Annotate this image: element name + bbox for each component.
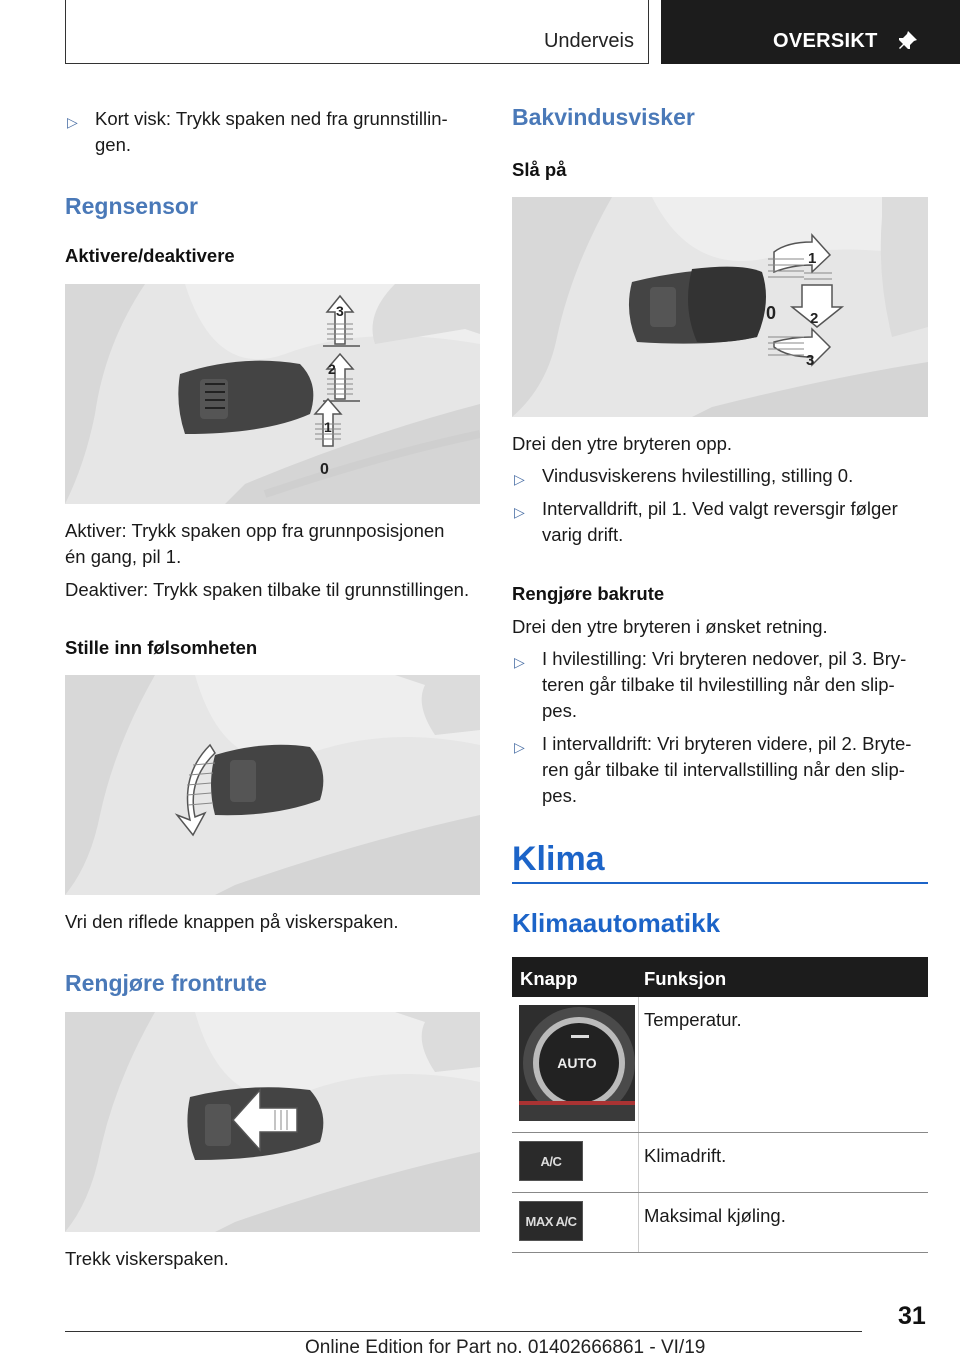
footer-edition: Online Edition for Part no. 01402666861 - VI/19 xyxy=(305,1337,706,1358)
pin-icon xyxy=(897,30,919,52)
fig1-label-2: 2 xyxy=(328,361,336,377)
section-tab[interactable] xyxy=(65,0,649,64)
bullet-line: I hvilestilling: Vri bryteren nedover, pil 3. Bry- xyxy=(542,648,907,669)
fig1-label-3: 3 xyxy=(336,303,344,319)
intro-bullet-line: gen. xyxy=(95,134,132,155)
figure-clean-windshield xyxy=(65,1012,480,1232)
ac-button-label: A/C xyxy=(540,1154,562,1169)
bullet-triangle-icon: ▷ xyxy=(514,739,525,755)
table-cell-separator xyxy=(638,1133,639,1192)
auto-button-image xyxy=(519,1005,635,1121)
rear-clean-text: Drei den ytre bryteren i ønsket retning. xyxy=(512,616,828,637)
table-col-button: Knapp xyxy=(520,968,578,989)
table-header xyxy=(512,957,928,997)
auto-climate-heading: Klimaautomatikk xyxy=(512,908,721,938)
bullet-triangle-icon: ▷ xyxy=(514,504,525,520)
fig4-label-2: 2 xyxy=(810,310,819,327)
bullet-line: Vindusviskerens hvilestilling, stilling 0. xyxy=(542,465,854,486)
rear-clean-bullet xyxy=(512,731,928,809)
rear-wiper-subheading: Slå på xyxy=(512,159,567,180)
bullet-line: ren går tilbake til intervallstilling når den slip- xyxy=(542,759,905,780)
fig1-label-1: 1 xyxy=(324,419,332,435)
bullet-line: pes. xyxy=(542,785,577,806)
activate-line: én gang, pil 1. xyxy=(65,546,182,567)
rear-clean-heading: Rengjøre bakrute xyxy=(512,583,665,604)
climate-heading: Klima xyxy=(512,840,605,878)
climate-heading-rule xyxy=(512,882,928,884)
bullet-line: Intervalldrift, pil 1. Ved valgt reversgir følger xyxy=(542,498,898,519)
figure-rear-wiper xyxy=(512,197,928,417)
climate-buttons-table xyxy=(512,957,928,1253)
fig4-label-3: 3 xyxy=(806,352,815,369)
table-row xyxy=(512,997,928,1133)
deactivate-text: Deaktiver: Trykk spaken tilbake til grunnstillingen. xyxy=(65,579,470,600)
bullet-triangle-icon: ▷ xyxy=(514,654,525,670)
sensitivity-text: Vri den riflede knappen på viskerspaken. xyxy=(65,911,399,932)
function-temperature: Temperatur. xyxy=(644,1009,742,1030)
max-ac-button-image xyxy=(519,1201,583,1241)
figure-sensitivity xyxy=(65,675,480,895)
fig4-label-1: 1 xyxy=(808,250,817,267)
rain-sensor-subheading: Aktivere/deaktivere xyxy=(65,245,235,266)
rear-wiper-bullet xyxy=(512,496,928,548)
intro-bullet xyxy=(65,106,480,158)
bullet-line: varig drift. xyxy=(542,524,624,545)
table-col-function: Funksjon xyxy=(644,968,727,989)
activate-line: Aktiver: Trykk spaken opp fra grunnposisjonen xyxy=(65,520,445,541)
chapter-tab[interactable] xyxy=(661,0,960,64)
function-climate: Klimadrift. xyxy=(644,1145,727,1166)
bullet-triangle-icon: ▷ xyxy=(514,471,525,487)
bullet-line: teren går tilbake til hvilestilling når den slip- xyxy=(542,674,895,695)
section-tab-label: Underveis xyxy=(543,30,634,52)
table-cell-separator xyxy=(638,1193,639,1252)
figure-rain-sensor xyxy=(65,284,480,504)
rear-wiper-heading: Bakvindusvisker xyxy=(512,104,695,130)
bullet-line: I intervalldrift: Vri bryteren videre, pil 2. Bryte- xyxy=(542,733,912,754)
table-row xyxy=(512,1193,928,1253)
fig1-label-0: 0 xyxy=(320,461,329,478)
clean-windshield-text: Trekk viskerspaken. xyxy=(65,1248,229,1269)
rear-clean-bullet xyxy=(512,646,928,724)
table-cell-separator xyxy=(638,997,639,1132)
bullet-line: pes. xyxy=(542,700,577,721)
ac-button-image xyxy=(519,1141,583,1181)
auto-button-label: AUTO xyxy=(557,1055,597,1071)
page-number: 31 xyxy=(898,1302,926,1330)
footer-rule xyxy=(65,1331,862,1332)
bullet-triangle-icon: ▷ xyxy=(67,114,78,130)
fig4-label-0: 0 xyxy=(766,303,777,323)
rear-wiper-bullet xyxy=(512,463,928,489)
activate-text xyxy=(65,518,480,570)
chapter-tab-label: OVERSIKT xyxy=(773,30,878,52)
table-row xyxy=(512,1133,928,1193)
sensitivity-heading: Stille inn følsomheten xyxy=(65,637,258,658)
rain-sensor-heading: Regnsensor xyxy=(65,193,198,219)
clean-windshield-heading: Rengjøre frontrute xyxy=(65,970,267,996)
max-ac-button-label: MAX A/C xyxy=(525,1214,577,1229)
rear-wiper-text: Drei den ytre bryteren opp. xyxy=(512,433,733,454)
intro-bullet-line: Kort visk: Trykk spaken ned fra grunnstillin- xyxy=(95,108,448,129)
function-max-cooling: Maksimal kjøling. xyxy=(644,1205,786,1226)
